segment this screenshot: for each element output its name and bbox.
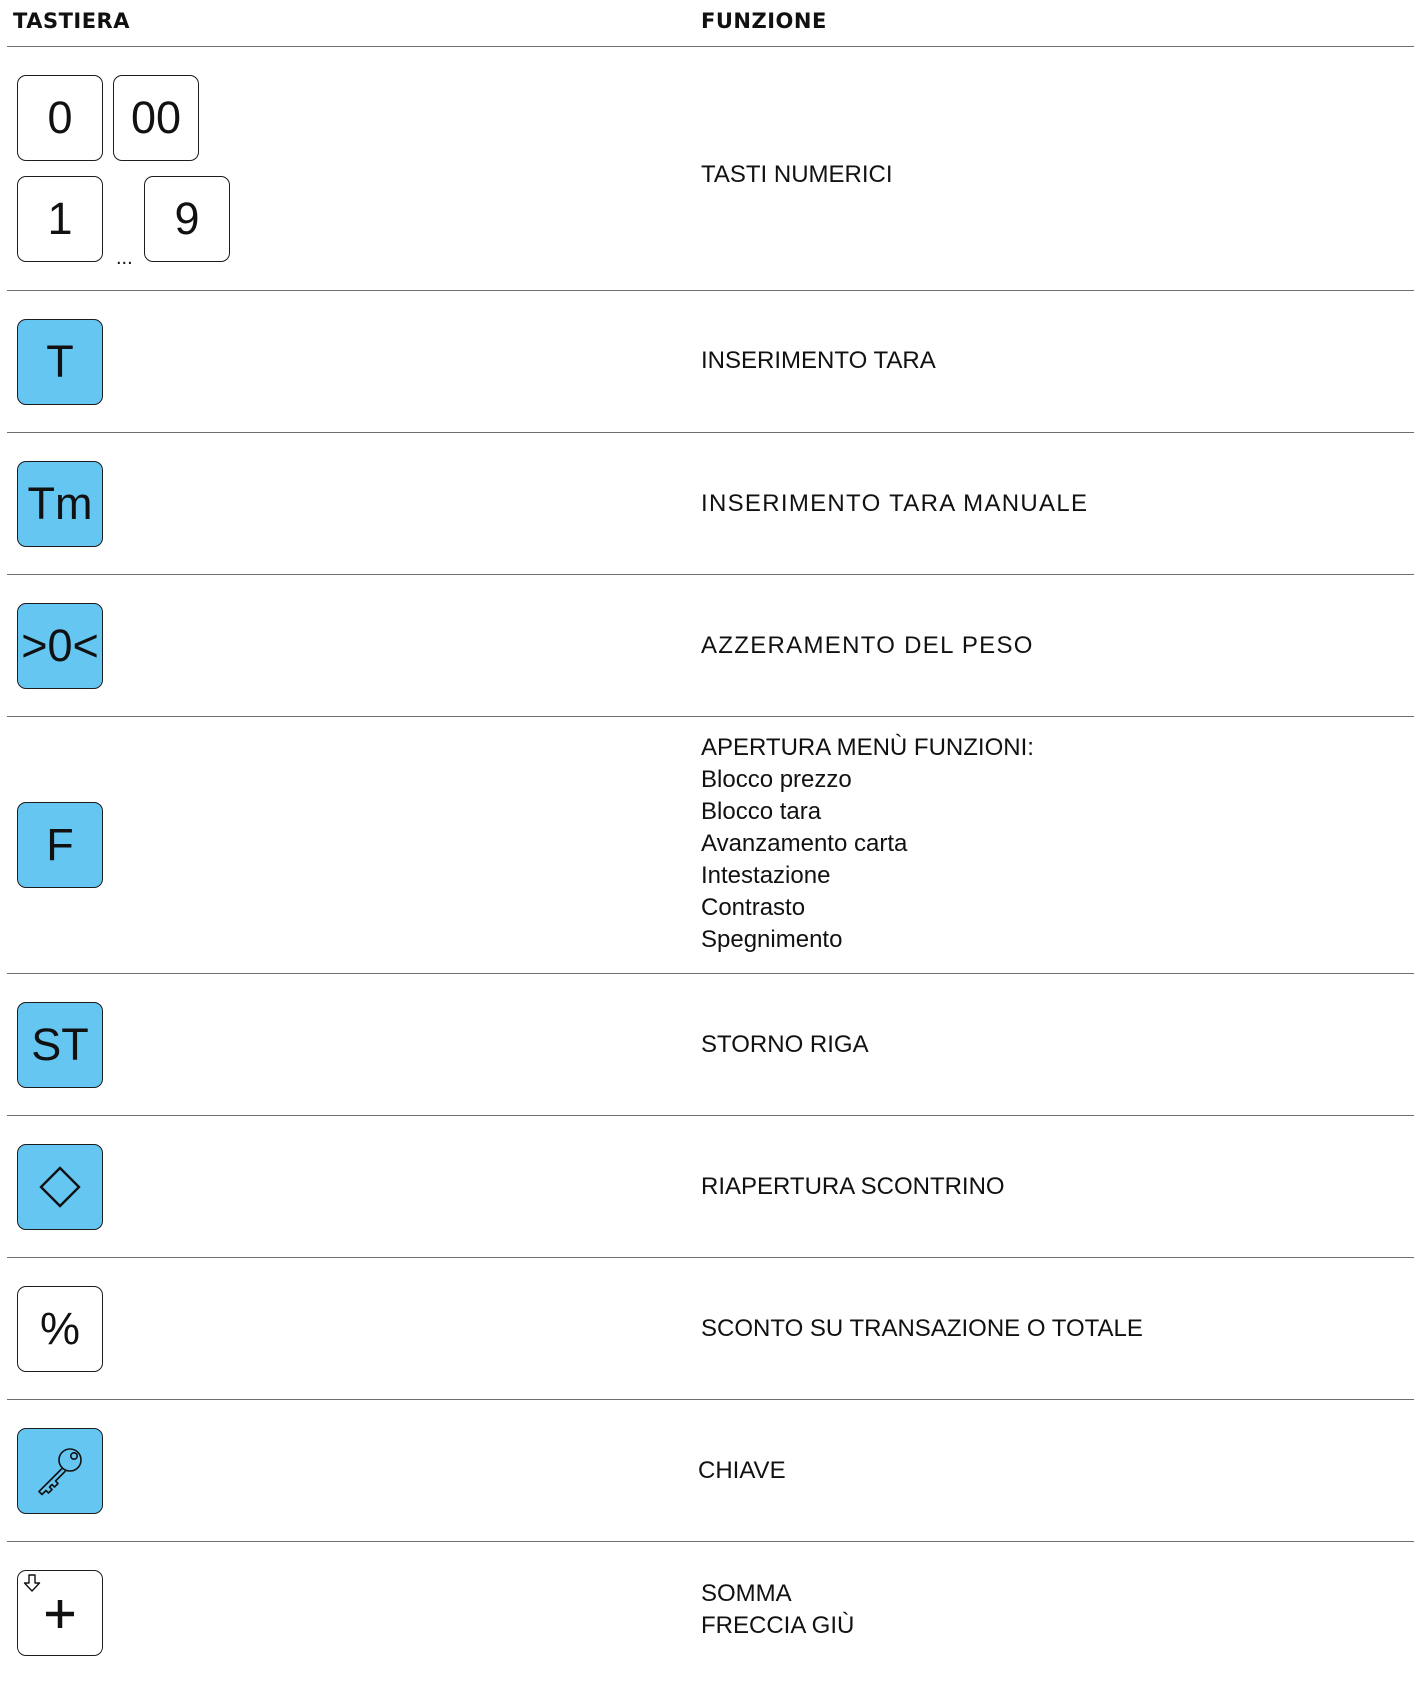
function-description [701,1313,1143,1345]
description-line: FRECCIA GIÙ [701,1612,855,1639]
table-row-key [0,1400,1415,1541]
key-9-button[interactable]: 9 [144,176,230,262]
table-row-discount [0,1258,1415,1399]
table-row-void-line [0,974,1415,1115]
description-line: TASTI NUMERICI [701,161,893,188]
function-key-button[interactable]: F [17,802,103,888]
table-row-zero [0,575,1415,716]
column-header-tastiera: TASTIERA [13,9,130,33]
description-line: INSERIMENTO TARA [701,347,936,374]
description-line: RIAPERTURA SCONTRINO [701,1173,1005,1200]
diamond-icon [36,1163,84,1211]
description-line: Avanzamento carta [701,830,908,857]
plus-with-down-arrow-icon [18,1571,102,1655]
key-1-button[interactable]: 1 [17,176,103,262]
description-line: SCONTO SU TRANSAZIONE O TOTALE [701,1315,1143,1342]
table-header [0,0,1415,47]
column-header-funzione: FUNZIONE [701,9,827,33]
tare-key-button[interactable]: T [17,319,103,405]
description-line: Blocco tara [701,798,822,825]
key-00-button[interactable]: 00 [113,75,199,161]
function-description [701,732,1034,956]
description-line: INSERIMENTO TARA MANUALE [701,490,1089,517]
function-description [701,1171,1005,1203]
description-line: STORNO RIGA [701,1031,869,1058]
table-row-reopen-receipt [0,1116,1415,1257]
void-key-button[interactable]: ST [17,1002,103,1088]
table-row-tare [0,291,1415,432]
ellipsis: ... [116,247,133,269]
table-row-sum [0,1542,1415,1682]
function-description [701,1578,854,1642]
function-description [698,1455,786,1487]
description-line: APERTURA MENÙ FUNZIONI: [701,734,1034,761]
sum-key-button[interactable] [17,1570,103,1656]
table-row-manual-tare [0,433,1415,574]
description-line: Intestazione [701,862,831,889]
key-button[interactable] [17,1428,103,1514]
table-row-numeric-keys [0,47,1415,290]
description-line: Spegnimento [701,926,843,953]
reopen-receipt-key-button[interactable] [17,1144,103,1230]
function-description [701,345,936,377]
function-description [701,488,1088,520]
function-description [701,1029,869,1061]
percent-key-button[interactable]: % [17,1286,103,1372]
function-description [701,630,1034,662]
description-line: SOMMA [701,1580,792,1607]
zero-key-button[interactable]: >0< [17,603,103,689]
key-0-button[interactable]: 0 [17,75,103,161]
manual-tare-key-button[interactable]: Tm [17,461,103,547]
description-line: Blocco prezzo [701,766,852,793]
description-line: Contrasto [701,894,806,921]
key-icon [30,1441,90,1501]
table-row-function-menu [0,717,1415,973]
description-line: AZZERAMENTO DEL PESO [701,632,1034,659]
description-line: CHIAVE [698,1457,786,1484]
function-description [701,159,893,191]
